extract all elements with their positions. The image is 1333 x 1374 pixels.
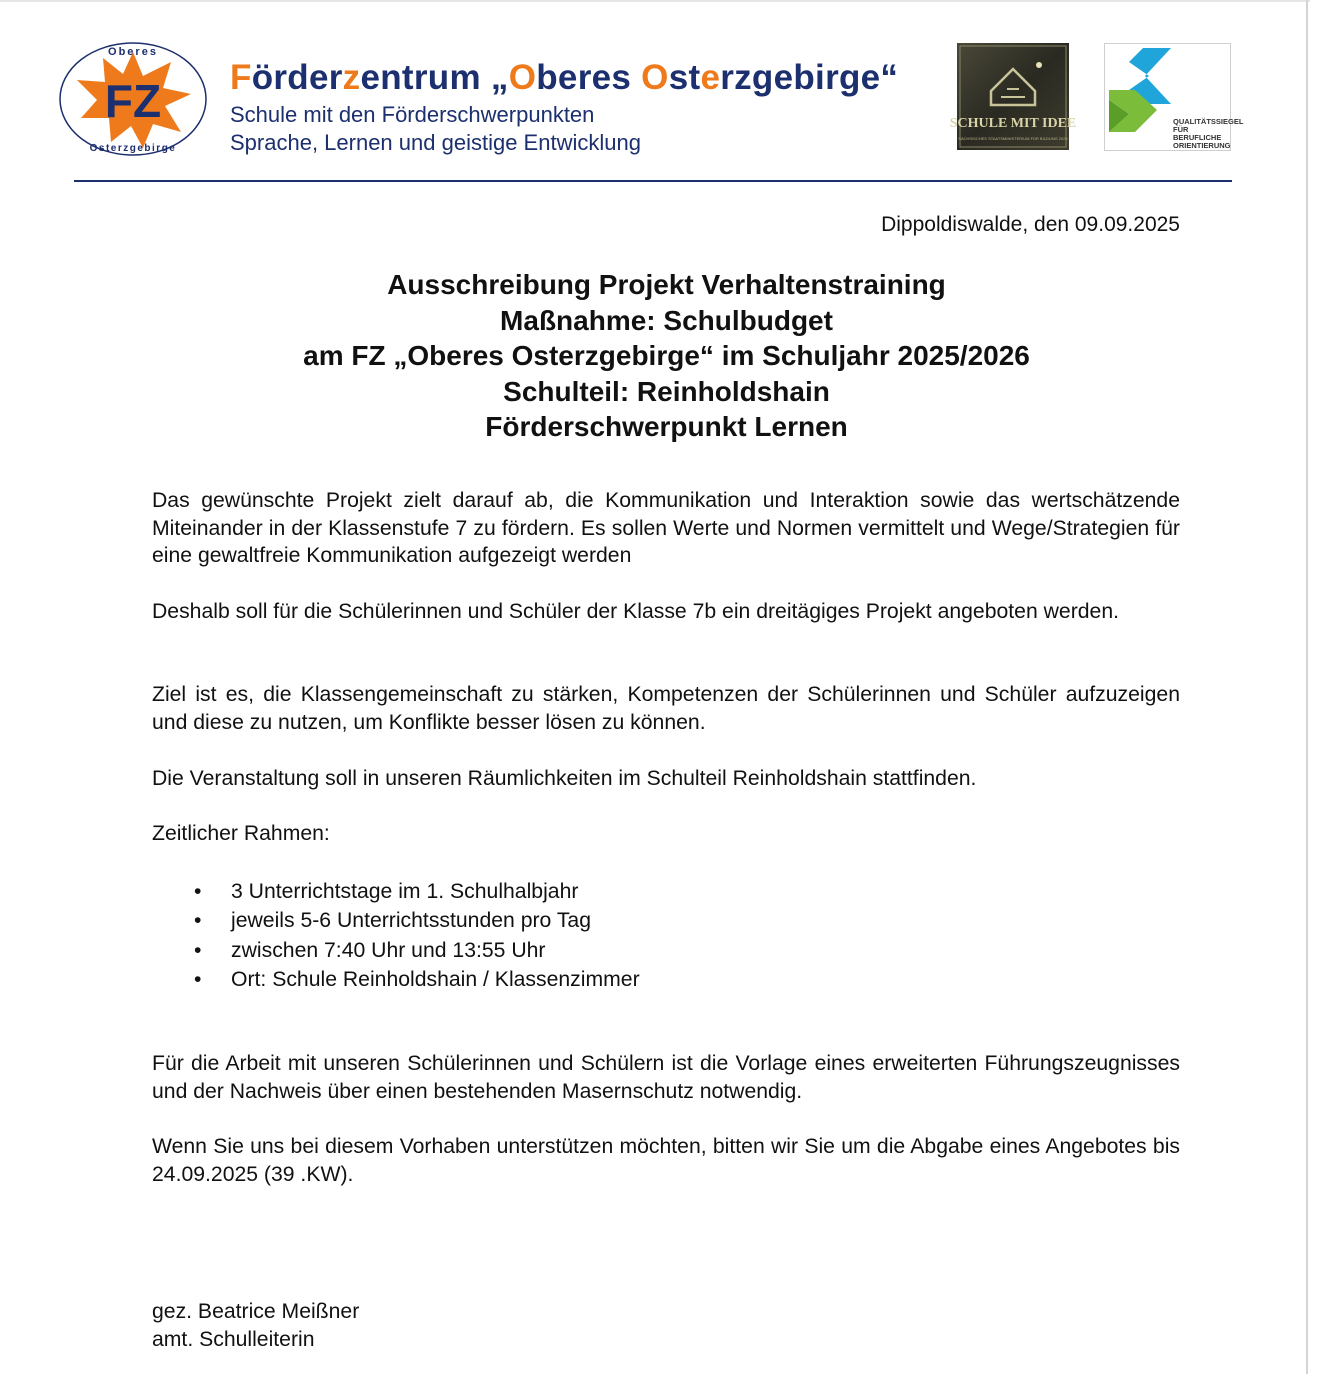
paragraph-project-goal: Das gewünschte Projekt zielt darauf ab, die Kommunikation und Interaktion sowie das wertschätzende Miteinander in der Klassenstufe 7 zu fördern. Es sollen Werte und Normen vermittelt und Wege/Strategien für eine gewaltfreie Kommunikation aufgezeigt werden (152, 489, 1180, 567)
paragraph-offer-deadline: Wenn Sie uns bei diesem Vorhaben unterstützen möchten, bitten wir Sie um die Abgabe eines Angebotes bis 24.09.2025 (39 .KW). (152, 1135, 1180, 1186)
paragraph-requirements: Für die Arbeit mit unseren Schülerinnen und Schülern ist die Vorlage eines erweiterten Führungszeugnisses und der Nachweis über einen bestehenden Masernschutz notwendig. (152, 1052, 1180, 1103)
list-item: • 3 Unterrichtstage im 1. Schulhalbjahr (152, 877, 640, 906)
fz-logo-letters: FZ (104, 75, 162, 127)
title-line: Förderschwerpunkt Lernen (485, 411, 848, 442)
title-line: Ausschreibung Projekt Verhaltenstraining (387, 269, 946, 300)
bullet-icon: • (194, 938, 202, 962)
title-line: Maßnahme: Schulbudget (500, 304, 833, 336)
seal-caption: QUALITÄTSSIEGEL FÜR BERUFLICHE ORIENTIERUNG (1173, 117, 1244, 150)
fz-logo-top-word: Oberes (108, 46, 158, 58)
page-edge-top (0, 0, 1310, 2)
bullet-icon: • (194, 968, 202, 992)
fz-school-logo (57, 40, 209, 158)
schule-mit-idee-logo (949, 43, 1077, 150)
header-rule (74, 180, 1232, 182)
title-line: am FZ „Oberes Osterzgebirge“ im Schuljahr 2025/2026 (303, 340, 1030, 371)
list-item: • zwischen 7:40 Uhr und 13:55 Uhr (152, 936, 640, 965)
timeframe-heading: Zeitlicher Rahmen: (152, 822, 330, 845)
page-edge-right (1306, 0, 1308, 1374)
paragraph-aim: Ziel ist es, die Klassengemeinschaft zu stärken, Kompetenzen der Schülerinnen und Schüler aufzuzeigen und diese zu nutzen, um Konflikte besser lösen zu können. (152, 683, 1180, 734)
school-name: Förderzentrum „Oberes Osterzgebirge“ (230, 58, 899, 97)
school-subtitle-line1: Schule mit den Förderschwerpunkten (230, 102, 595, 127)
school-subtitle-line2: Sprache, Lernen und geistige Entwicklung (230, 130, 641, 155)
paragraph-location: Die Veranstaltung soll in unseren Räumlichkeiten im Schulteil Reinholdshain stattfinden. (152, 767, 977, 790)
signature-name: gez. Beatrice Meißner (152, 1300, 360, 1323)
list-item: • jeweils 5-6 Unterrichtsstunden pro Tag (152, 906, 640, 935)
document-title (0, 267, 1333, 445)
title-line: Schulteil: Reinholdshain (503, 375, 830, 407)
idee-logo-small: SÄCHSISCHES STAATSMINISTERIUM FÜR BILDUNG 2024 (958, 136, 1068, 141)
qualitaetssiegel-logo (1104, 43, 1244, 151)
idee-logo-text: SCHULE MIT IDEE (949, 116, 1077, 131)
signature-role: amt. Schulleiterin (152, 1328, 315, 1351)
bullet-icon: • (194, 909, 202, 933)
list-item: • Ort: Schule Reinholdshain / Klassenzimmer (152, 965, 640, 994)
fz-logo-bottom-word: Osterzgebirge (89, 143, 177, 154)
date-line: Dippoldiswalde, den 09.09.2025 (881, 213, 1180, 236)
timeframe-list (152, 877, 640, 995)
bullet-icon: • (194, 880, 202, 903)
paragraph-project-offer: Deshalb soll für die Schülerinnen und Schüler der Klasse 7b ein dreitägiges Projekt angeboten werden. (152, 600, 1119, 623)
